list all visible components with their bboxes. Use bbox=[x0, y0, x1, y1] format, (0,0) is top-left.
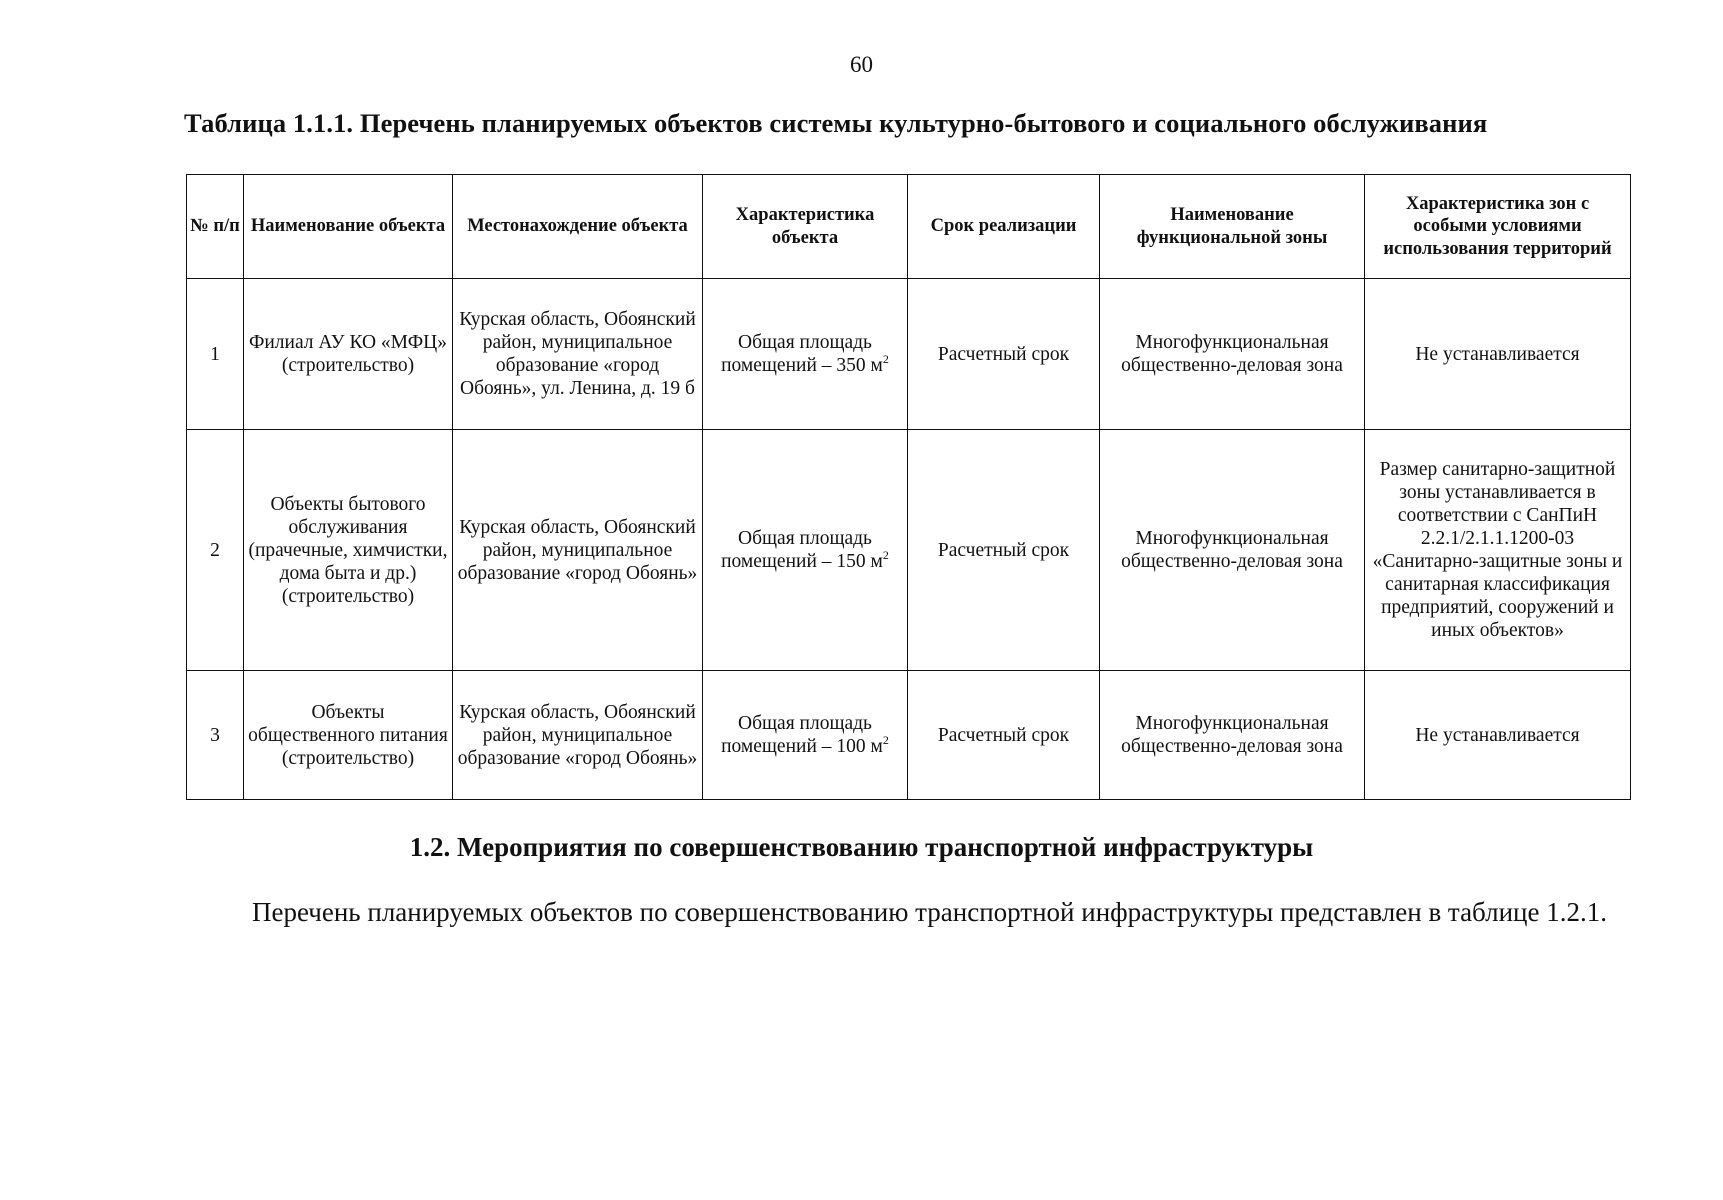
cell-characteristic bbox=[703, 279, 908, 430]
cell-term: Расчетный срок bbox=[908, 430, 1100, 671]
cell-characteristic-text: Общая площадь помещений – 150 м bbox=[721, 528, 883, 572]
cell-location: Курская область, Обоянский район, муниципальное образование «город Обоянь», ул. Ленина, д. 19 б bbox=[453, 279, 703, 430]
cell-num: 2 bbox=[187, 430, 244, 671]
cell-location: Курская область, Обоянский район, муниципальное образование «город Обоянь» bbox=[453, 430, 703, 671]
header-term: Срок реализации bbox=[908, 175, 1100, 279]
cell-name: Объекты бытового обслуживания (прачечные, химчистки, дома быта и др.) (строительство) bbox=[244, 430, 453, 671]
cell-term: Расчетный срок bbox=[908, 671, 1100, 800]
cell-characteristic-text: Общая площадь помещений – 350 м bbox=[721, 332, 883, 376]
body-paragraph: Перечень планируемых объектов по совершенствованию транспортной инфраструктуры представлен в таблице 1.2.1. bbox=[252, 897, 1607, 927]
header-name: Наименование объекта bbox=[244, 175, 453, 279]
header-location: Местонахождение объекта bbox=[453, 175, 703, 279]
cell-special-zones: Не устанавливается bbox=[1365, 671, 1631, 800]
unit-superscript: 2 bbox=[882, 352, 889, 366]
section-heading: 1.2. Мероприятия по совершенствованию транспортной инфраструктуры bbox=[409, 832, 1314, 862]
cell-term: Расчетный срок bbox=[908, 279, 1100, 430]
table-title: Таблица 1.1.1. Перечень планируемых объектов системы культурно-бытового и социального обслуживания bbox=[184, 108, 1488, 138]
cell-characteristic bbox=[703, 430, 908, 671]
header-characteristic: Характеристика объекта bbox=[703, 175, 908, 279]
unit-superscript: 2 bbox=[882, 733, 889, 747]
planned-objects-table bbox=[186, 174, 1631, 800]
header-num: № п/п bbox=[187, 175, 244, 279]
table-row bbox=[187, 430, 1631, 671]
unit-superscript: 2 bbox=[882, 548, 889, 562]
cell-num: 1 bbox=[187, 279, 244, 430]
cell-special-zones: Не устанавливается bbox=[1365, 279, 1631, 430]
cell-zone: Многофункциональная общественно-деловая зона bbox=[1100, 671, 1365, 800]
cell-name: Объекты общественного питания (строительство) bbox=[244, 671, 453, 800]
cell-characteristic bbox=[703, 671, 908, 800]
header-special-zones: Характеристика зон с особыми условиями использования территорий bbox=[1365, 175, 1631, 279]
page-number: 60 bbox=[850, 52, 873, 77]
table-row bbox=[187, 671, 1631, 800]
cell-name: Филиал АУ КО «МФЦ» (строительство) bbox=[244, 279, 453, 430]
cell-characteristic-text: Общая площадь помещений – 100 м bbox=[721, 713, 883, 757]
cell-special-zones: Размер санитарно-защитной зоны устанавливается в соответствии с СанПиН 2.2.1/2.1.1.1200-03 «Санитарно-защитные зоны и санитарная классификация предприятий, сооружений и иных объектов» bbox=[1365, 430, 1631, 671]
cell-zone: Многофункциональная общественно-деловая зона bbox=[1100, 279, 1365, 430]
cell-zone: Многофункциональная общественно-деловая зона bbox=[1100, 430, 1365, 671]
table-header-row bbox=[187, 175, 1631, 279]
header-zone: Наименование функциональной зоны bbox=[1100, 175, 1365, 279]
cell-num: 3 bbox=[187, 671, 244, 800]
table-row bbox=[187, 279, 1631, 430]
cell-location: Курская область, Обоянский район, муниципальное образование «город Обоянь» bbox=[453, 671, 703, 800]
